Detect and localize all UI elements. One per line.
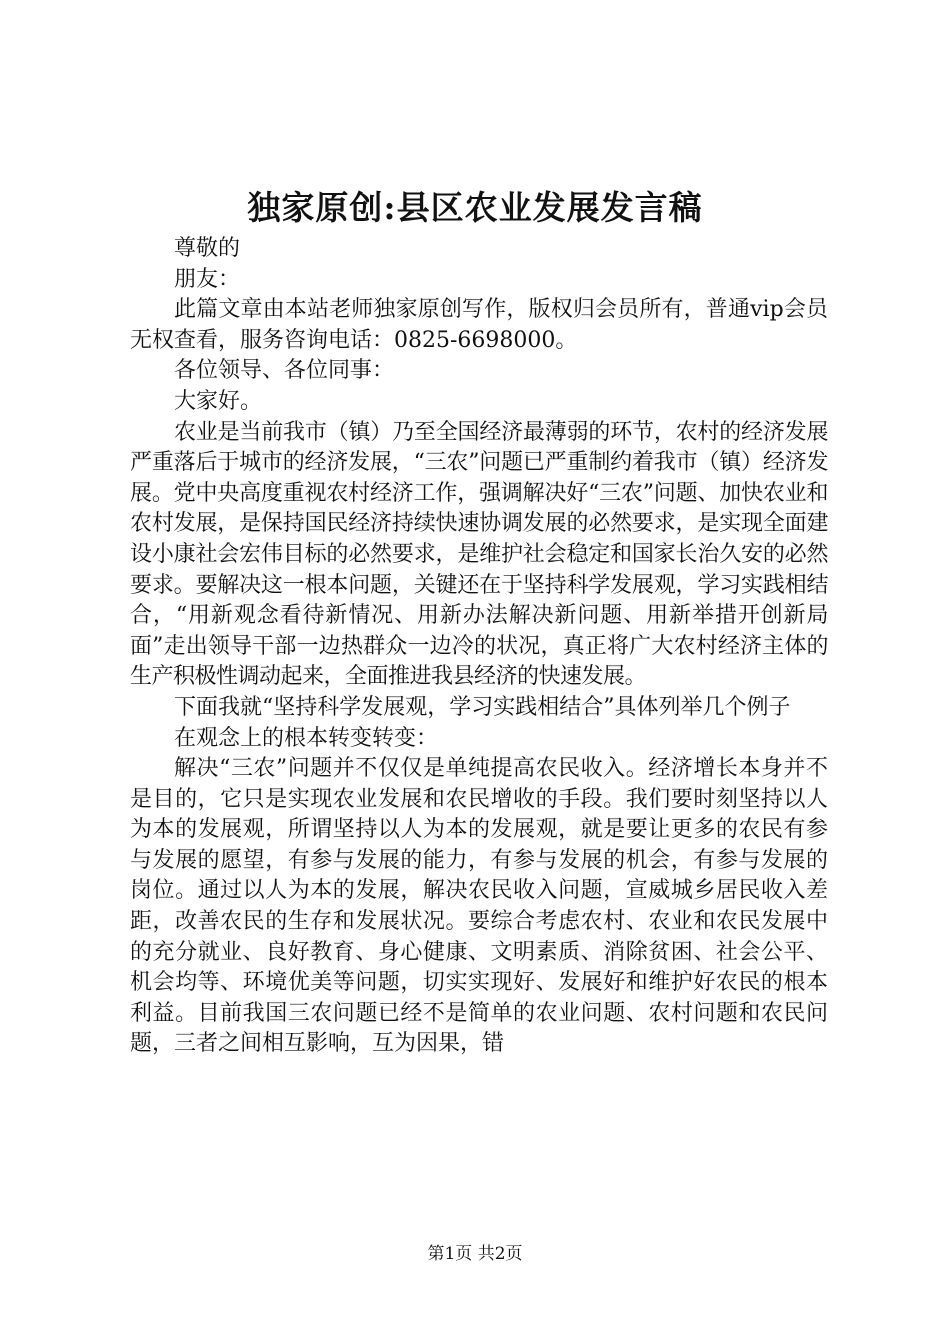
paragraph-three-rural-issues: 解决“三农”问题并不仅仅是单纯提高农民收入。经济增长本身并不是目的，它只是实现农业发展和农民增收的手段。我们要时刻坚持以人为本的发展观，所谓坚持以人为本的发展观，就是要让更多的农民有参与发展的愿望，有参与发展的能力，有参与发展的机会，有参与发展的岗位。通过以人为本的发展，解决农民收入问题，宣威城乡居民收入差距，改善农民的生存和发展状况。要综合考虑农村、农业和农民发展中的充分就业、良好教育、身心健康、文明素质、消除贫困、社会公平、机会均等、环境优美等问题，切实实现好、发展好和维护好农民的根本利益。目前我国三农问题已经不是简单的农业问题、农村问题和农民问题，三者之间相互影响，互为因果，错: [130, 756, 828, 1057]
document-title: 独家原创:县区农业发展发言稿: [247, 188, 703, 227]
paragraph-salutation: 各位领导、各位同事：: [174, 358, 395, 384]
paragraph-greeting-1: 尊敬的: [174, 236, 241, 261]
paragraph-hello: 大家好。: [174, 388, 263, 414]
paragraph-greeting-2: 朋友：: [174, 266, 241, 292]
paragraph-section-heading: 在观念上的根本转变转变：: [174, 725, 439, 751]
paragraph-agriculture-overview: 农业是当前我市（镇）乃至全国经济最薄弱的环节，农村的经济发展严重落后于城市的经济发展，“三农”问题已严重制约着我市（镇）经济发展。党中央高度重视农村经济工作，强调解决好“三农”问题、加快农业和农村发展，是保持国民经济持续快速协调发展的必然要求，是实现全面建设小康社会宏伟目标的必然要求，是维护社会稳定和国家长治久安的必然要求。要解决这一根本问题，关键还在于坚持科学发展观，学习实践相结合，“用新观念看待新情况、用新办法解决新问题、用新举措开创新局面”走出领导干部一边热群众一边冷的状况，真正将广大农村经济主体的生产积极性调动起来，全面推进我县经济的快速发展。: [130, 419, 828, 690]
page-number-footer: 第1页 共2页: [427, 1244, 523, 1264]
paragraph-examples-intro: 下面我就“坚持科学发展观，学习实践相结合”具体列举几个例子: [174, 694, 791, 720]
document-body: [130, 234, 828, 1060]
paragraph-copyright-notice: 此篇文章由本站老师独家原创写作，版权归会员所有，普通vip会员无权查看，服务咨询电话：0825-6698000。: [130, 297, 828, 353]
